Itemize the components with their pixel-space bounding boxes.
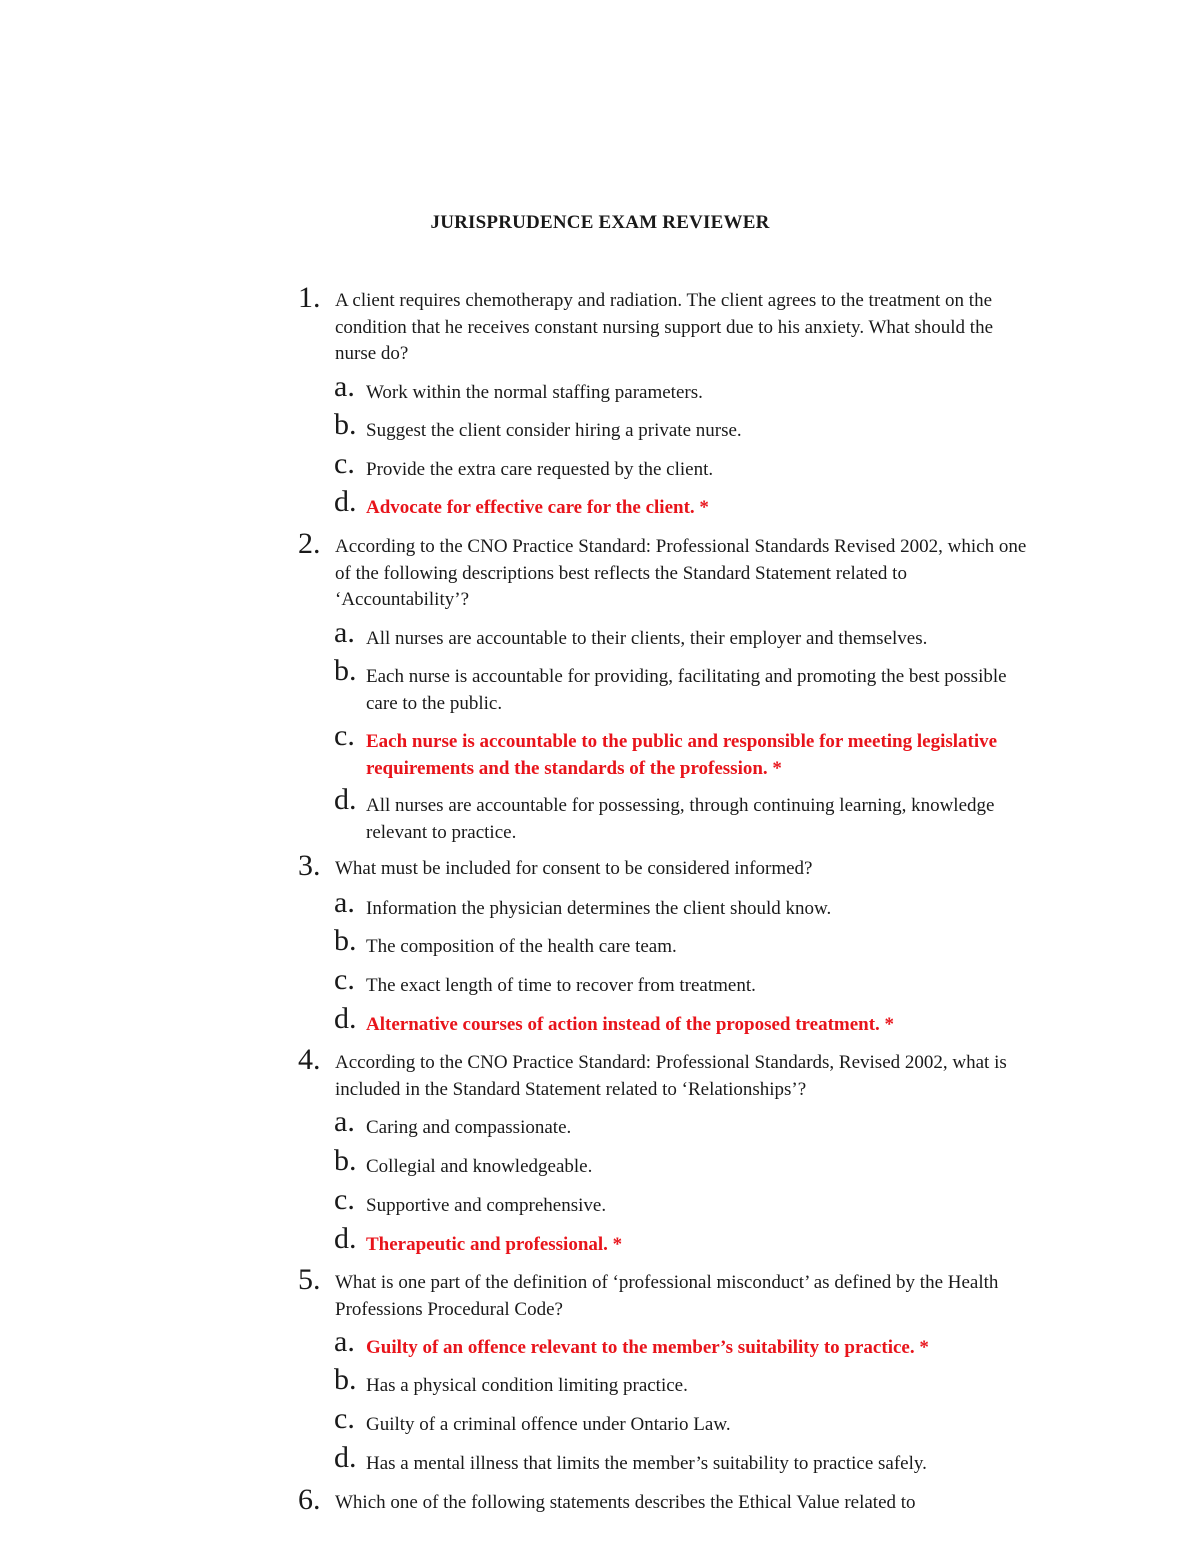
option-text: Work within the normal staffing parameters.	[366, 382, 703, 403]
question-number: 2.	[298, 527, 321, 560]
question-text: What is one part of the definition of ‘professional misconduct’ as defined by the Health Professions Procedural Code?	[335, 1272, 999, 1320]
option-text: All nurses are accountable to their clients, their employer and themselves.	[366, 628, 928, 649]
correct-answer-text: Advocate for effective care for the client. *	[366, 497, 709, 518]
correct-answer-text: Therapeutic and professional. *	[366, 1234, 623, 1255]
option-text: The composition of the health care team.	[366, 936, 677, 957]
option-letter: a.	[334, 370, 355, 403]
option-text: Caring and compassionate.	[366, 1117, 572, 1138]
option-letter: a.	[334, 1105, 355, 1138]
correct-answer-text: Alternative courses of action instead of the proposed treatment. *	[366, 1014, 895, 1035]
option-letter: a.	[334, 886, 355, 919]
option-text: Each nurse is accountable for providing, facilitating and promoting the best possible care to the public.	[366, 666, 1007, 714]
question-number: 3.	[298, 849, 321, 882]
question-text: What must be included for consent to be considered informed?	[335, 858, 813, 879]
question-number: 4.	[298, 1043, 321, 1076]
option-letter: a.	[334, 616, 355, 649]
option-letter: b.	[334, 1363, 357, 1396]
question-number: 5.	[298, 1263, 321, 1296]
option-text: The exact length of time to recover from treatment.	[366, 975, 756, 996]
question-number: 1.	[298, 281, 321, 314]
question-text: A client requires chemotherapy and radiation. The client agrees to the treatment on the condition that he receives constant nursing support due to his anxiety. What should the nurse do?	[335, 290, 994, 364]
option-letter: b.	[334, 408, 357, 441]
option-letter: c.	[334, 1183, 355, 1216]
option-letter: b.	[334, 654, 357, 687]
option-text: Suggest the client consider hiring a private nurse.	[366, 420, 742, 441]
question-text: According to the CNO Practice Standard: Professional Standards Revised 2002, which one of the following descriptions best reflects the Standard Statement related to ‘Accountability’?	[335, 536, 1027, 610]
option-letter: c.	[334, 719, 355, 752]
option-letter: d.	[334, 1441, 357, 1474]
option-text: Information the physician determines the client should know.	[366, 898, 832, 919]
option-letter: d.	[334, 1002, 357, 1035]
option-letter: d.	[334, 1222, 357, 1255]
correct-answer-text: Each nurse is accountable to the public and responsible for meeting legislative requirements and the standards of the profession. *	[366, 731, 998, 779]
option-text: Collegial and knowledgeable.	[366, 1156, 593, 1177]
option-text: Guilty of a criminal offence under Ontario Law.	[366, 1414, 731, 1435]
option-text: Has a mental illness that limits the member’s suitability to practice safely.	[366, 1453, 927, 1474]
option-letter: d.	[334, 485, 357, 518]
option-letter: b.	[334, 1144, 357, 1177]
question-text: Which one of the following statements describes the Ethical Value related to	[335, 1492, 916, 1513]
option-text: All nurses are accountable for possessing, through continuing learning, knowledge relevant to practice.	[366, 795, 995, 843]
option-letter: b.	[334, 924, 357, 957]
option-letter: c.	[334, 447, 355, 480]
option-letter: a.	[334, 1325, 355, 1358]
page-title: JURISPRUDENCE EXAM REVIEWER	[430, 212, 770, 233]
option-text: Provide the extra care requested by the client.	[366, 459, 714, 480]
option-letter: c.	[334, 963, 355, 996]
question-number: 6.	[298, 1483, 321, 1516]
option-letter: c.	[334, 1402, 355, 1435]
option-text: Supportive and comprehensive.	[366, 1195, 607, 1216]
correct-answer-text: Guilty of an offence relevant to the member’s suitability to practice. *	[366, 1337, 929, 1358]
question-text: According to the CNO Practice Standard: Professional Standards, Revised 2002, what is included in the Standard Statement related to ‘Relationships’?	[335, 1052, 1007, 1100]
option-letter: d.	[334, 783, 357, 816]
option-text: Has a physical condition limiting practice.	[366, 1375, 688, 1396]
